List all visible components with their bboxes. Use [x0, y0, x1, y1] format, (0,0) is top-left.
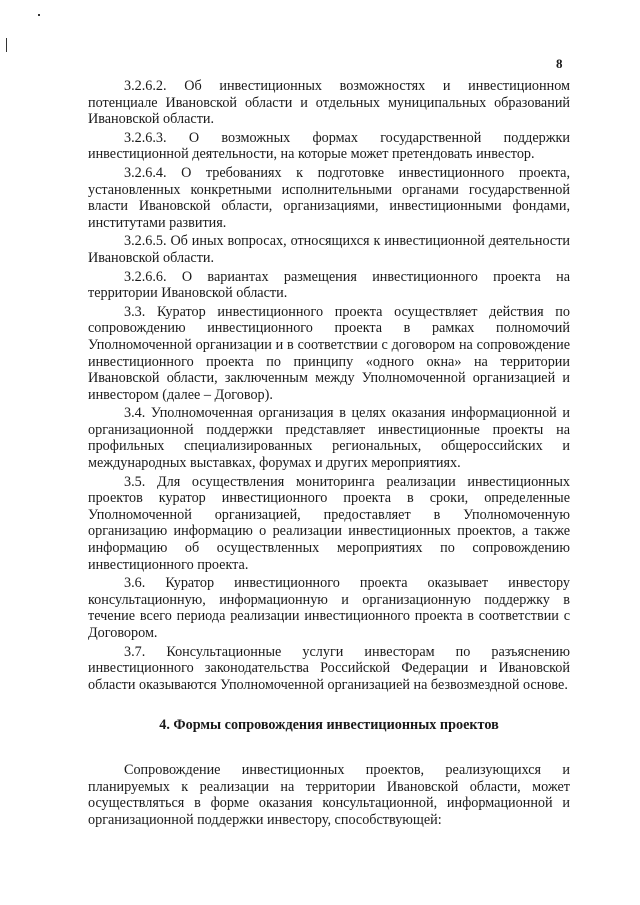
paragraph-3-2-6-5: 3.2.6.5. Об иных вопросах, относящихся к инвестиционной деятельности Ивановской области. [88, 233, 570, 266]
scan-mark-top [38, 14, 40, 16]
closing-paragraph: Сопровождение инвестиционных проектов, реализующихся и планируемых к реализации на территории Ивановской области, может осуществляться в форме оказания консультационной, информационной и организационной поддержки инвестору, способствующей: [88, 761, 570, 828]
paragraph-3-5: 3.5. Для осуществления мониторинга реализации инвестиционных проектов куратор инвестиционного проекта в сроки, определенные Уполномоченной организацией, предоставляет в Уполномоченную организацию информацию о реализации инвестиционных проектов, а также информацию об осуществленных мероприятиях по сопровождению инвестиционного проекта. [88, 473, 570, 573]
scan-mark-left [6, 38, 7, 52]
document-body [88, 78, 570, 830]
paragraph-3-2-6-3: 3.2.6.3. О возможных формах государственной поддержки инвестиционной деятельности, на которые может претендовать инвестор. [88, 129, 570, 163]
paragraph-3-3: 3.3. Куратор инвестиционного проекта осуществляет действия по сопровождению инвестиционного проекта в рамках полномочий Уполномоченной организации и в соответствии с договором на сопровождение инвестиционного проекта по принципу «одного окна» на территории Ивановской области, заключенным между Уполномоченной организацией и инвестором (далее – Договор). [88, 303, 570, 403]
paragraph-3-6: 3.6. Куратор инвестиционного проекта оказывает инвестору консультационную, информационную и организационную поддержку в течение всего периода реализации инвестиционного проекта в соответствии с Договором. [88, 575, 570, 641]
paragraph-3-4: 3.4. Уполномоченная организация в целях оказания информационной и организационной поддержки представляет инвестиционные проекты на профильных специализированных региональных, общероссийских и международных выставках, форумах и других мероприятиях. [88, 405, 570, 472]
section-heading: 4. Формы сопровождения инвестиционных проектов [159, 717, 499, 734]
paragraph-3-2-6-2: 3.2.6.2. Об инвестиционных возможностях и инвестиционном потенциале Ивановской области и отдельных муниципальных образований Ивановской области. [88, 78, 570, 128]
page-number: 8 [556, 56, 563, 71]
paragraph-3-2-6-6: 3.2.6.6. О вариантах размещения инвестиционного проекта на территории Ивановской области. [88, 268, 570, 302]
paragraph-3-7: 3.7. Консультационные услуги инвесторам по разъяснению инвестиционного законодательства Российской Федерации и Ивановской области оказываются Уполномоченной организацией на безвозмездной основе. [88, 643, 570, 693]
paragraph-3-2-6-4: 3.2.6.4. О требованиях к подготовке инвестиционного проекта, установленных конкретными исполнительными органами государственной власти Ивановской области, организациями, инвестиционными фондами, институтами развития. [88, 164, 570, 231]
